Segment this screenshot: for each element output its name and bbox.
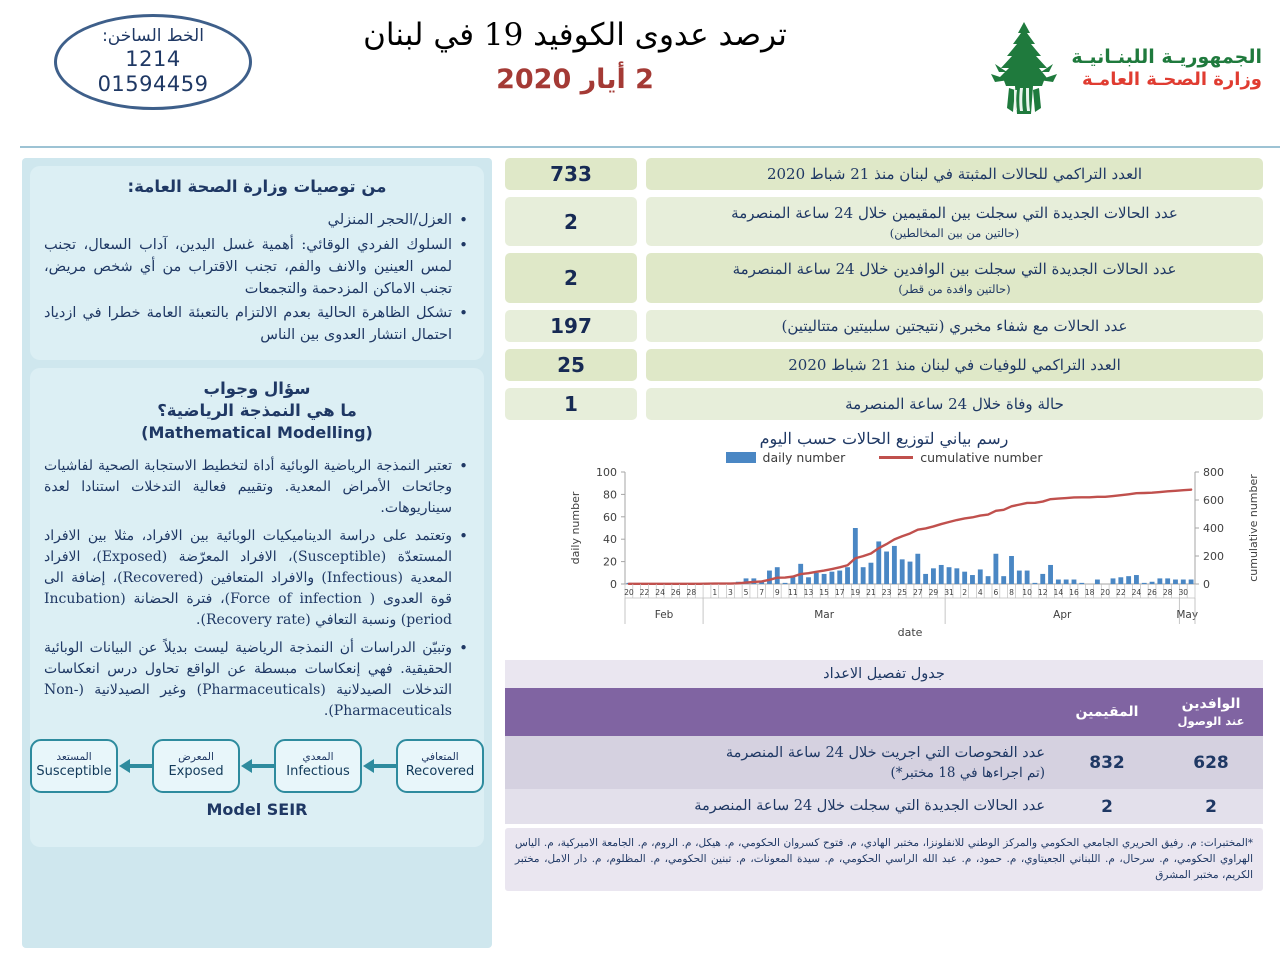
arrow-left-icon xyxy=(362,756,396,776)
svg-text:5: 5 xyxy=(743,588,749,598)
header-divider xyxy=(20,146,1280,148)
svg-text:3: 3 xyxy=(727,588,733,598)
svg-text:12: 12 xyxy=(1037,588,1048,598)
stat-label-text: عدد الحالات الجديدة التي سجلت بين الوافدين خلال 24 ساعة المنصرمة xyxy=(732,260,1177,279)
svg-text:800: 800 xyxy=(1203,466,1224,480)
stat-value: 25 xyxy=(505,349,637,381)
column-header-residents: المقيمين xyxy=(1055,688,1159,736)
svg-text:200: 200 xyxy=(1203,550,1224,564)
svg-text:Mar: Mar xyxy=(814,609,835,622)
svg-text:20: 20 xyxy=(603,555,617,569)
stat-row xyxy=(505,349,1263,381)
stat-label-text: العدد التراكمي للحالات المثبتة في لبنان منذ 21 شباط 2020 xyxy=(766,165,1143,183)
stat-label xyxy=(646,197,1263,246)
seir-node-label-ar: المستعد xyxy=(56,751,92,764)
seir-caption: Model SEIR xyxy=(206,799,308,819)
hotline-badge xyxy=(54,14,252,110)
column-header-arrivals xyxy=(1159,688,1263,736)
ministry-logo xyxy=(985,20,1262,116)
svg-text:7: 7 xyxy=(759,588,765,598)
stat-label xyxy=(646,388,1263,420)
page-header xyxy=(0,0,1280,150)
cell-row-label: عدد الحالات الجديدة التي سجلت خلال 24 ساعة المنصرمة xyxy=(505,789,1055,823)
legend-swatch-line-icon xyxy=(879,456,913,459)
qa-item: • تعتبر النمذجة الرياضية الوبائية أداة لتخطيط الاستجابة الصحية لفاشيات وجائحات الأمراض المعدية. وتقييم فعالية التدخلات استنادا لعدة سيناريوهات. xyxy=(44,456,470,519)
qa-panel xyxy=(30,368,484,847)
svg-text:26: 26 xyxy=(1147,588,1157,598)
chart-legend xyxy=(505,450,1263,465)
column-header-blank xyxy=(505,688,1055,736)
svg-text:22: 22 xyxy=(1115,588,1126,598)
recommendation-item-warning: • تشكل الظاهرة الحالية بعدم الالتزام بالتعبئة العامة خطرا في ازدياد احتمال انتشار العدوى بين الناس xyxy=(44,303,470,347)
stat-label xyxy=(646,349,1263,381)
ministry-name: وزارة الصحـة العامـة xyxy=(1081,68,1262,90)
svg-text:80: 80 xyxy=(603,488,617,502)
svg-text:26: 26 xyxy=(670,588,681,598)
svg-text:0: 0 xyxy=(1203,578,1210,592)
daily-cases-chart xyxy=(505,429,1263,654)
qa-title-line1: سؤال وجواب xyxy=(203,378,311,398)
svg-text:18: 18 xyxy=(1084,588,1095,598)
svg-text:10: 10 xyxy=(1022,588,1032,598)
table-caption-row xyxy=(505,660,1263,688)
svg-text:Apr: Apr xyxy=(1053,609,1072,622)
svg-text:17: 17 xyxy=(834,588,845,598)
svg-text:4: 4 xyxy=(977,588,983,598)
laboratories-footnote: *المختبرات: م. رفيق الحريري الجامعي الحكومي والمركز الوطني للانفلونزا، مختبر الهادي، م. فتوح كسروان الحكومي، م. هيكل، م. الروم، م. الجامعة الاميركية، م. الياس الهراوي الحكومي، م. سرحال، م. اللبناني الجعيتاوي، م. حمود، م. عبد الله الراسي الحكومي، م. سيدة المعونات، م. تبنين الحكومي، م. المظلوم، م. دار الامل، مختبر الكريم، مختبر المشرق xyxy=(505,828,1263,891)
seir-node-label-ar: المعدي xyxy=(302,751,334,764)
svg-text:9: 9 xyxy=(774,588,780,598)
svg-text:31: 31 xyxy=(944,588,954,598)
svg-text:11: 11 xyxy=(788,588,798,598)
cell-row-label xyxy=(505,736,1055,789)
hotline-number-primary: 1214 xyxy=(125,47,181,71)
stat-label-text: عدد الحالات الجديدة التي سجلت بين المقيمين خلال 24 ساعة المنصرمة xyxy=(731,204,1178,223)
seir-node-label-en: Exposed xyxy=(168,763,224,779)
svg-text:600: 600 xyxy=(1203,494,1224,508)
cell-arrivals: 2 xyxy=(1159,789,1263,823)
seir-node-label-ar: المتعافي xyxy=(421,751,459,764)
svg-text:16: 16 xyxy=(1069,588,1079,598)
row-label-sub: (تم اجراءها في 18 مختبر*) xyxy=(890,764,1045,781)
qa-title-line2: ما هي النمذجة الرياضية؟ xyxy=(157,401,357,421)
svg-text:22: 22 xyxy=(639,588,650,598)
seir-node-infectious xyxy=(274,739,362,793)
qa-item: • وتبيّن الدراسات أن النمذجة الرياضية ليست بديلاً عن البيانات الوبائية الحقيقية. فهي إنعكاسات مبسطة عن الواقع تحاول درس انعكاسات التدخلات الصيدلانية (Pharmaceuticals) وغير الصيدلانية (Non-Pharmaceuticals). xyxy=(44,638,470,722)
ministry-logo-text xyxy=(1071,46,1262,90)
cedar-tree-icon xyxy=(985,20,1063,116)
qa-list xyxy=(44,456,470,722)
seir-node-recovered xyxy=(396,739,484,793)
stat-label-text: حالة وفاة خلال 24 ساعة المنصرمة xyxy=(845,395,1064,414)
svg-text:28: 28 xyxy=(1162,588,1173,598)
stat-value: 197 xyxy=(505,310,637,342)
stat-row xyxy=(505,253,1263,302)
header-title-block xyxy=(340,16,810,95)
seir-node-label-en: Susceptible xyxy=(36,763,112,779)
detail-table xyxy=(505,660,1263,823)
column-header-arrivals-sub: عند الوصول xyxy=(1177,713,1245,728)
stats-list xyxy=(505,158,1263,420)
svg-text:19: 19 xyxy=(850,588,861,598)
svg-text:date: date xyxy=(897,626,923,640)
table-caption: جدول تفصيل الاعداد xyxy=(505,660,1263,688)
recommendation-item: • السلوك الفردي الوقائي: أهمية غسل اليدين، آداب السعال، تجنب لمس العينين والانف والفم، تجنب الاقتراب من أي شخص مريض، تجنب الاماكن المزدحمة والتجمعات xyxy=(44,235,470,300)
stat-label xyxy=(646,310,1263,342)
stat-row xyxy=(505,158,1263,190)
seir-node-row xyxy=(36,739,475,793)
page-title: ترصد عدوى الكوفيد 19 في لبنان xyxy=(363,17,787,53)
legend-item-cumulative xyxy=(879,450,1042,465)
report-date: 2 أيار 2020 xyxy=(496,63,654,95)
hotline-number-secondary: 01594459 xyxy=(97,71,209,96)
recommendations-list xyxy=(44,210,470,347)
legend-item-daily xyxy=(726,450,846,465)
legend-label: daily number xyxy=(762,450,846,466)
chart-canvas xyxy=(563,466,1263,646)
recommendations-panel xyxy=(30,166,484,360)
svg-text:15: 15 xyxy=(819,588,829,598)
stat-row xyxy=(505,388,1263,420)
svg-text:25: 25 xyxy=(897,588,908,598)
stat-value: 1 xyxy=(505,388,637,420)
stat-label-text: عدد الحالات مع شفاء مخبري (نتيجتين سلبيتين متتاليتين) xyxy=(781,316,1128,335)
chart-title: رسم بياني لتوزيع الحالات حسب اليوم xyxy=(759,429,1009,449)
republic-name: الجمهوريـة اللبنـانيـة xyxy=(1071,45,1262,68)
svg-text:20: 20 xyxy=(624,588,634,598)
recommendation-item: • العزل/الحجر المنزلي xyxy=(44,210,470,232)
svg-text:29: 29 xyxy=(928,588,939,598)
column-header-arrivals-main: الوافدين xyxy=(1181,696,1241,713)
stat-label xyxy=(646,158,1263,190)
table-header-row xyxy=(505,688,1263,736)
qa-title-line3: (Mathematical Modelling) xyxy=(141,423,373,443)
svg-text:27: 27 xyxy=(912,588,923,598)
seir-node-exposed xyxy=(152,739,240,793)
svg-text:daily number: daily number xyxy=(569,491,582,565)
stat-value: 733 xyxy=(505,158,637,190)
svg-text:100: 100 xyxy=(596,466,617,480)
table-row xyxy=(505,789,1263,823)
svg-text:1: 1 xyxy=(712,588,718,598)
svg-text:28: 28 xyxy=(686,588,697,598)
svg-text:cumulative number: cumulative number xyxy=(1247,474,1260,583)
seir-diagram xyxy=(36,729,475,827)
stat-row xyxy=(505,197,1263,246)
svg-text:24: 24 xyxy=(1131,588,1142,598)
svg-text:2: 2 xyxy=(962,588,968,598)
stat-row xyxy=(505,310,1263,342)
svg-text:40: 40 xyxy=(603,533,617,547)
stat-value: 2 xyxy=(505,253,637,302)
svg-text:May: May xyxy=(1176,609,1199,622)
svg-text:400: 400 xyxy=(1203,522,1224,536)
table-row xyxy=(505,736,1263,789)
left-sidebar xyxy=(22,158,492,948)
svg-text:24: 24 xyxy=(655,588,665,598)
svg-text:60: 60 xyxy=(603,511,617,525)
seir-node-label-en: Recovered xyxy=(405,763,475,779)
svg-text:30: 30 xyxy=(1178,588,1189,598)
svg-text:8: 8 xyxy=(1009,588,1014,598)
stat-label xyxy=(646,253,1263,302)
cell-residents: 832 xyxy=(1055,736,1159,789)
hotline-label: الخط الساخن: xyxy=(102,26,204,47)
legend-swatch-bar-icon xyxy=(726,452,756,463)
legend-label: cumulative number xyxy=(920,450,1043,466)
stat-label-subtext: (حالتين وافدة من قطر) xyxy=(898,281,1011,296)
cell-arrivals: 628 xyxy=(1159,736,1263,789)
svg-text:14: 14 xyxy=(1053,588,1064,598)
qa-title xyxy=(44,378,470,444)
arrow-left-icon xyxy=(118,756,152,776)
seir-node-label-ar: المعرض xyxy=(178,751,214,764)
row-label-main: عدد الفحوصات التي اجريت خلال 24 ساعة المنصرمة xyxy=(725,745,1045,762)
seir-node-label-en: Infectious xyxy=(286,763,350,779)
svg-text:6: 6 xyxy=(993,588,999,598)
arrow-left-icon xyxy=(240,756,274,776)
qa-item: • وتعتمد على دراسة الديناميكيات الوبائية بين الافراد، مثلا بين الافراد المستعدّة (Susceptible)، الافراد المعرّضة (Exposed)، الافراد المعدية (Infectious) والافراد المتعافين (Recovered)، إضافة الى قوة العدوى ( Force of infection)، فترة الحضانة (Incubation period) ونسبة التعافي (Recovery rate). xyxy=(44,526,470,631)
svg-text:23: 23 xyxy=(881,588,892,598)
main-content xyxy=(505,158,1263,891)
svg-text:13: 13 xyxy=(803,588,814,598)
recommendations-title: من توصيات وزارة الصحة العامة: xyxy=(127,177,387,196)
stat-label-subtext: (حالتين من بين المخالطين) xyxy=(889,225,1020,240)
stat-label-text: العدد التراكمي للوفيات في لبنان منذ 21 شباط 2020 xyxy=(788,355,1121,374)
seir-node-susceptible xyxy=(30,739,118,793)
cell-residents: 2 xyxy=(1055,789,1159,823)
svg-text:0: 0 xyxy=(610,578,617,592)
stat-value: 2 xyxy=(505,197,637,246)
svg-text:20: 20 xyxy=(1100,588,1111,598)
svg-text:Feb: Feb xyxy=(654,609,674,622)
svg-text:21: 21 xyxy=(866,588,876,598)
